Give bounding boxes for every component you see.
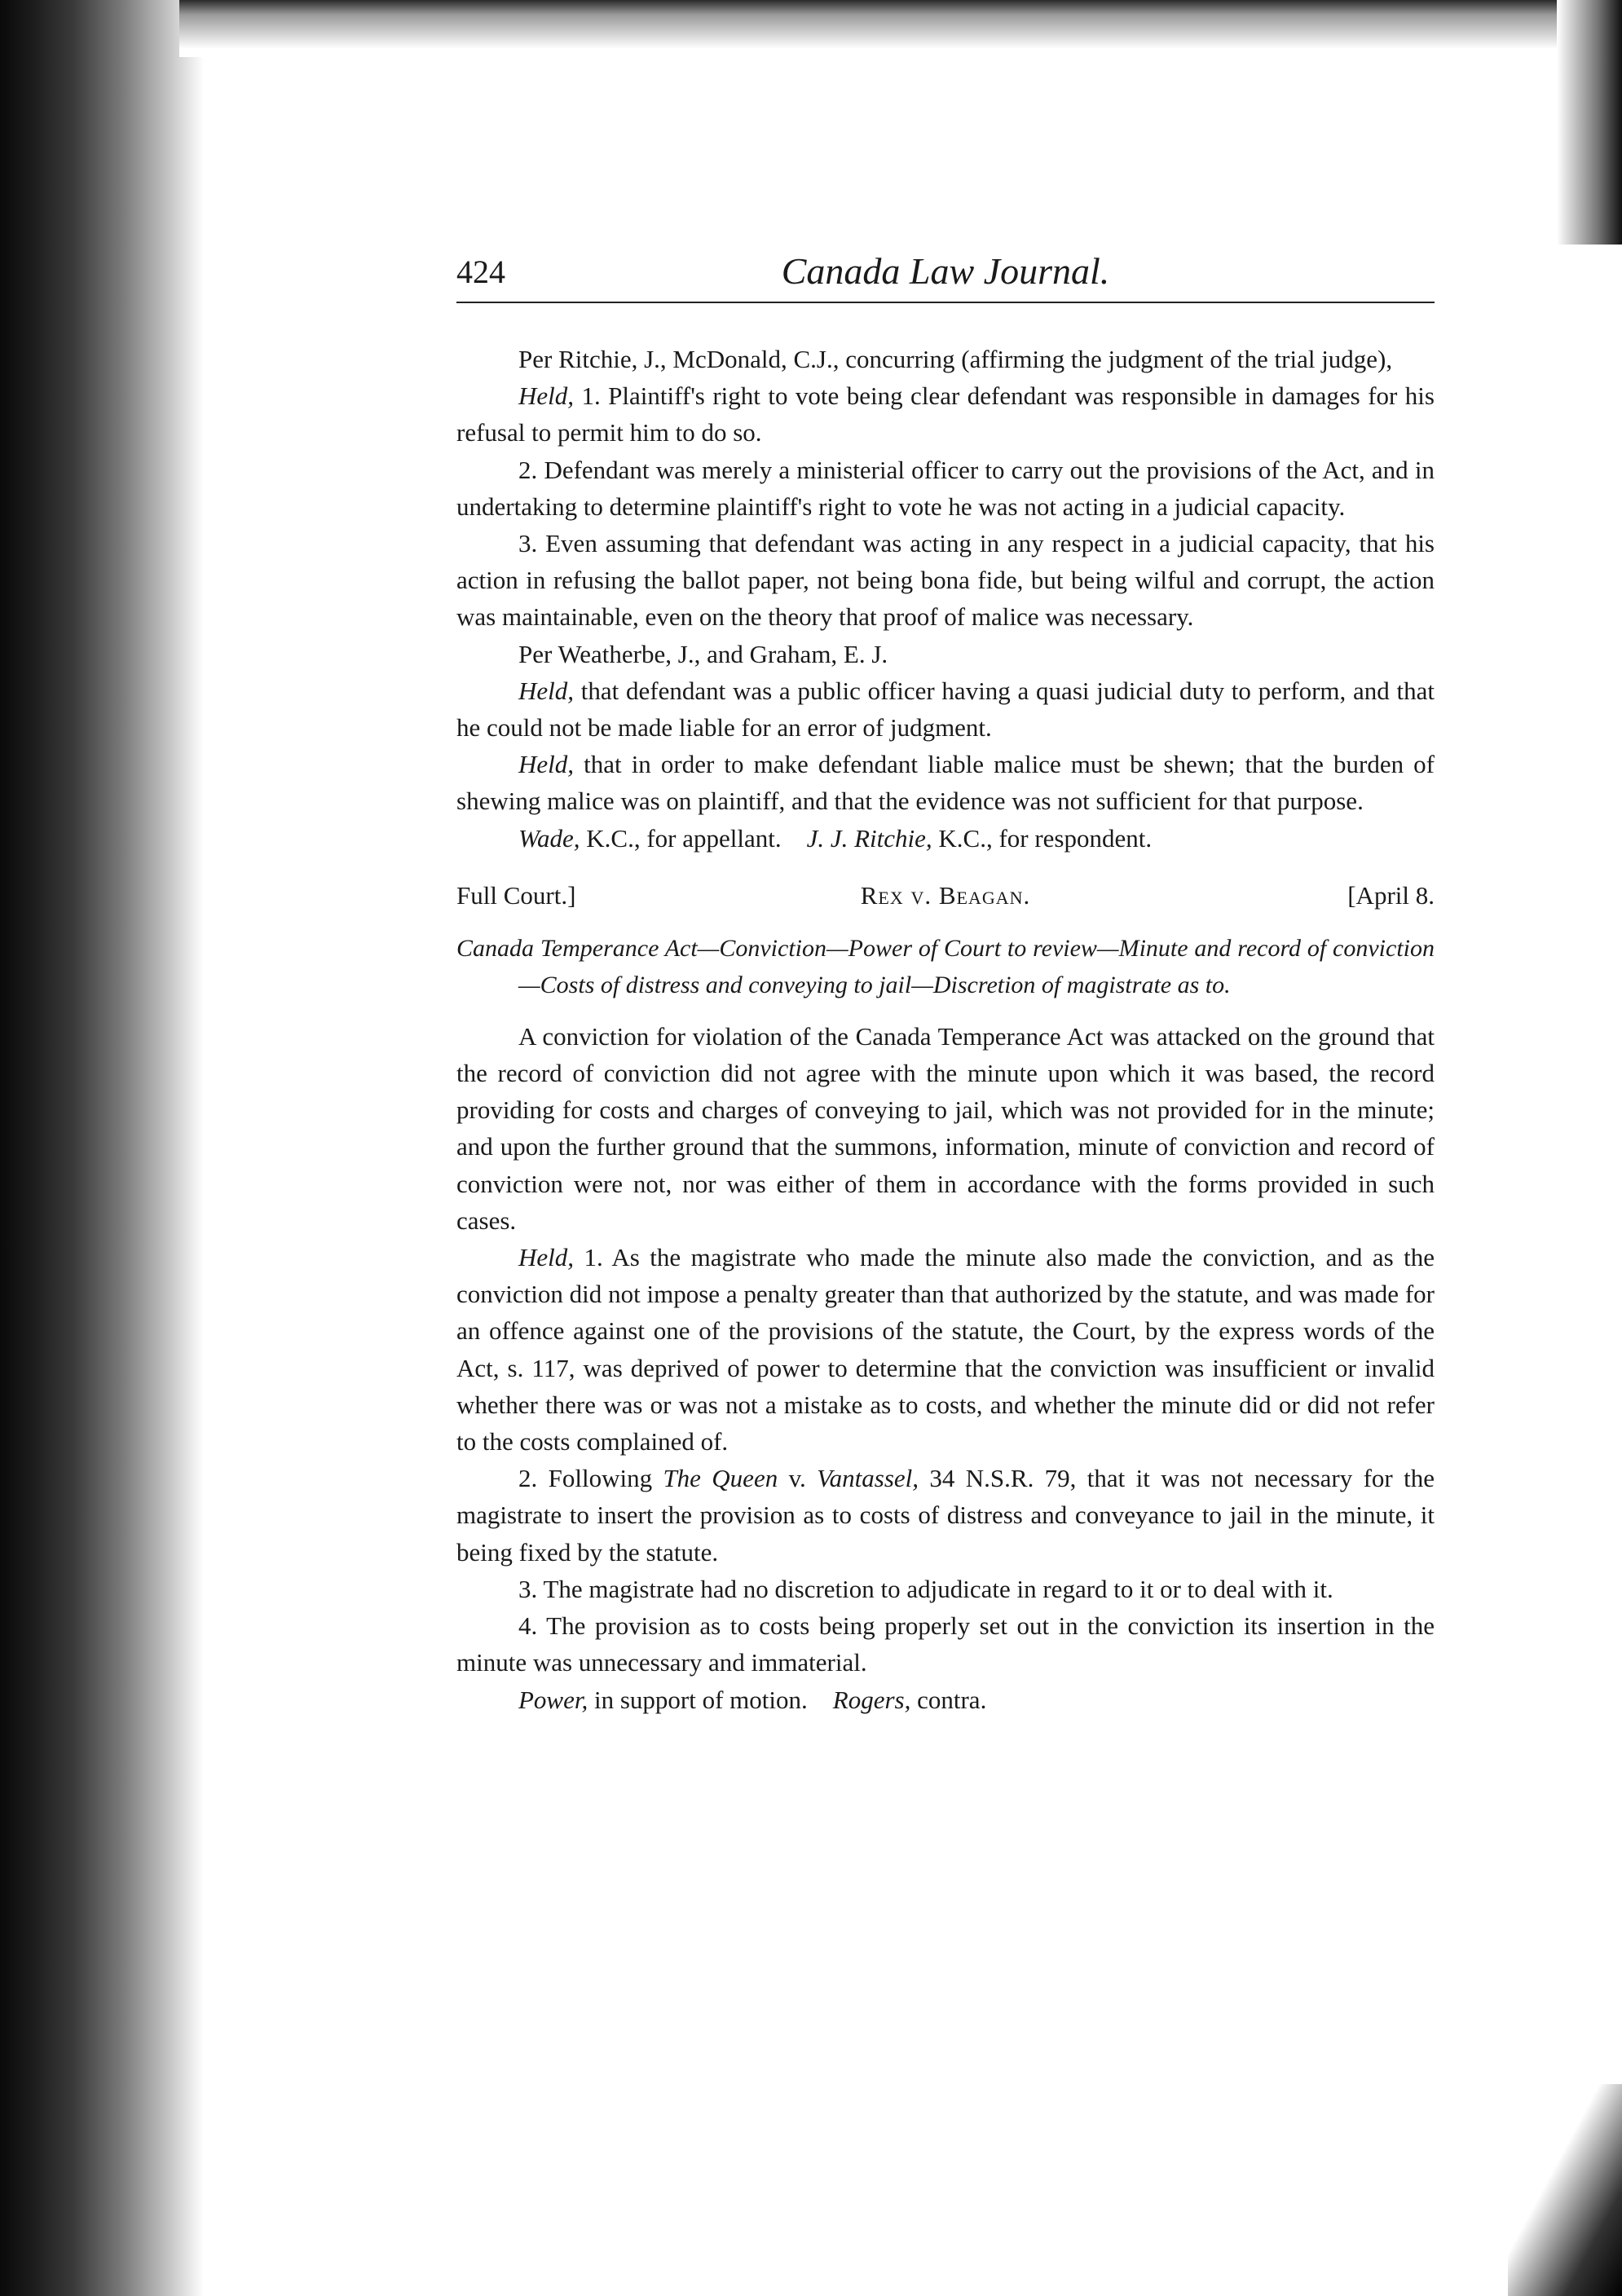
case-title: Rex v. Beagan.: [860, 880, 1031, 910]
second-case: [456, 1018, 1435, 1718]
counsel-line: Power, in support of motion. Rogers, contra.: [518, 1685, 987, 1714]
facts-paragraph: A conviction for violation of the Canada Temperance Act was attacked on the ground that the record of conviction did not agree with the minute upon which it was based, the record providing for costs and charges of conveying to jail, which was not provided for in the minute; and upon the further ground that the summons, information, minute of conviction and record of conviction were not, nor was either of them in accordance with the forms provided in such cases.: [456, 1021, 1435, 1235]
dissent-intro: Per Weatherbe, J., and Graham, E. J.: [518, 639, 888, 668]
held-paragraph-3: 3. The magistrate had no discretion to adjudicate in regard to it or to deal with it.: [518, 1574, 1333, 1603]
scan-shadow-bottom-right: [1508, 2084, 1622, 2296]
case-date: [April 8.: [1347, 880, 1435, 910]
journal-page: [456, 245, 1435, 1718]
first-case: [456, 303, 1435, 857]
held-paragraph-1: Held, 1. As the magistrate who made the minute also made the conviction, and as the conviction did not impose a penalty greater than that authorized by the statute, and was made for an offence against one of the provisions of the statute, the Court, by the express words of the Act, s. 117, was deprived of power to determine that the conviction was insufficient or invalid whether there was or was not a mistake as to costs, and whether the minute did or did not refer to the costs complained of.: [456, 1243, 1435, 1456]
held-paragraph-3: 3. Even assuming that defendant was acting in any respect in a judicial capacity, that his action in refusing the ballot paper, not being bona fide, but being wilful and corrupt, the action was maintainable, even on the theory that proof of malice was necessary.: [456, 529, 1435, 632]
held-paragraph-2: 2. Following The Queen v. Vantassel, 34 N.S.R. 79, that it was not necessary for the magistrate to insert the provision as to costs of distress and conveyance to jail in the minute, it being fixed by the statute.: [456, 1464, 1435, 1567]
scan-shadow-left: [0, 0, 204, 2296]
case-headnote: Canada Temperance Act—Conviction—Power of Court to review—Minute and record of conviction—Costs of distress and conveying to jail—Discretion of magistrate as to.: [456, 934, 1435, 998]
dissent-held-b: Held, that in order to make defendant liable malice must be shewn; that the burden of shewing malice was on plaintiff, and that the evidence was not sufficient for that purpose.: [456, 750, 1435, 816]
case-caption: [456, 881, 1435, 919]
held-paragraph-4: 4. The provision as to costs being properly set out in the conviction its insertion in the minute was unnecessary and immaterial.: [456, 1611, 1435, 1677]
page-number: 424: [456, 253, 505, 290]
opinion-intro: Per Ritchie, J., McDonald, C.J., concurring (affirming the judgment of the trial judge),: [518, 345, 1393, 373]
court-name: Full Court.]: [456, 880, 576, 910]
held-paragraph-1: Held, 1. Plaintiff's right to vote being clear defendant was responsible in damages for his refusal to permit him to do so.: [456, 381, 1435, 447]
counsel-line: Wade, K.C., for appellant. J. J. Ritchie, K.C., for respondent.: [518, 823, 1153, 853]
scan-shadow-right: [1557, 0, 1622, 245]
journal-title: Canada Law Journal.: [781, 250, 1110, 292]
dissent-held-a: Held, that defendant was a public officer having a quasi judicial duty to perform, and that he could not be made liable for an error of judgment.: [456, 676, 1435, 743]
page-header: [456, 245, 1435, 303]
scan-shadow-top: [179, 0, 1622, 57]
held-paragraph-2: 2. Defendant was merely a ministerial officer to carry out the provisions of the Act, and in undertaking to determine plaintiff's right to vote he was not acting in a judicial capacity.: [456, 455, 1435, 521]
